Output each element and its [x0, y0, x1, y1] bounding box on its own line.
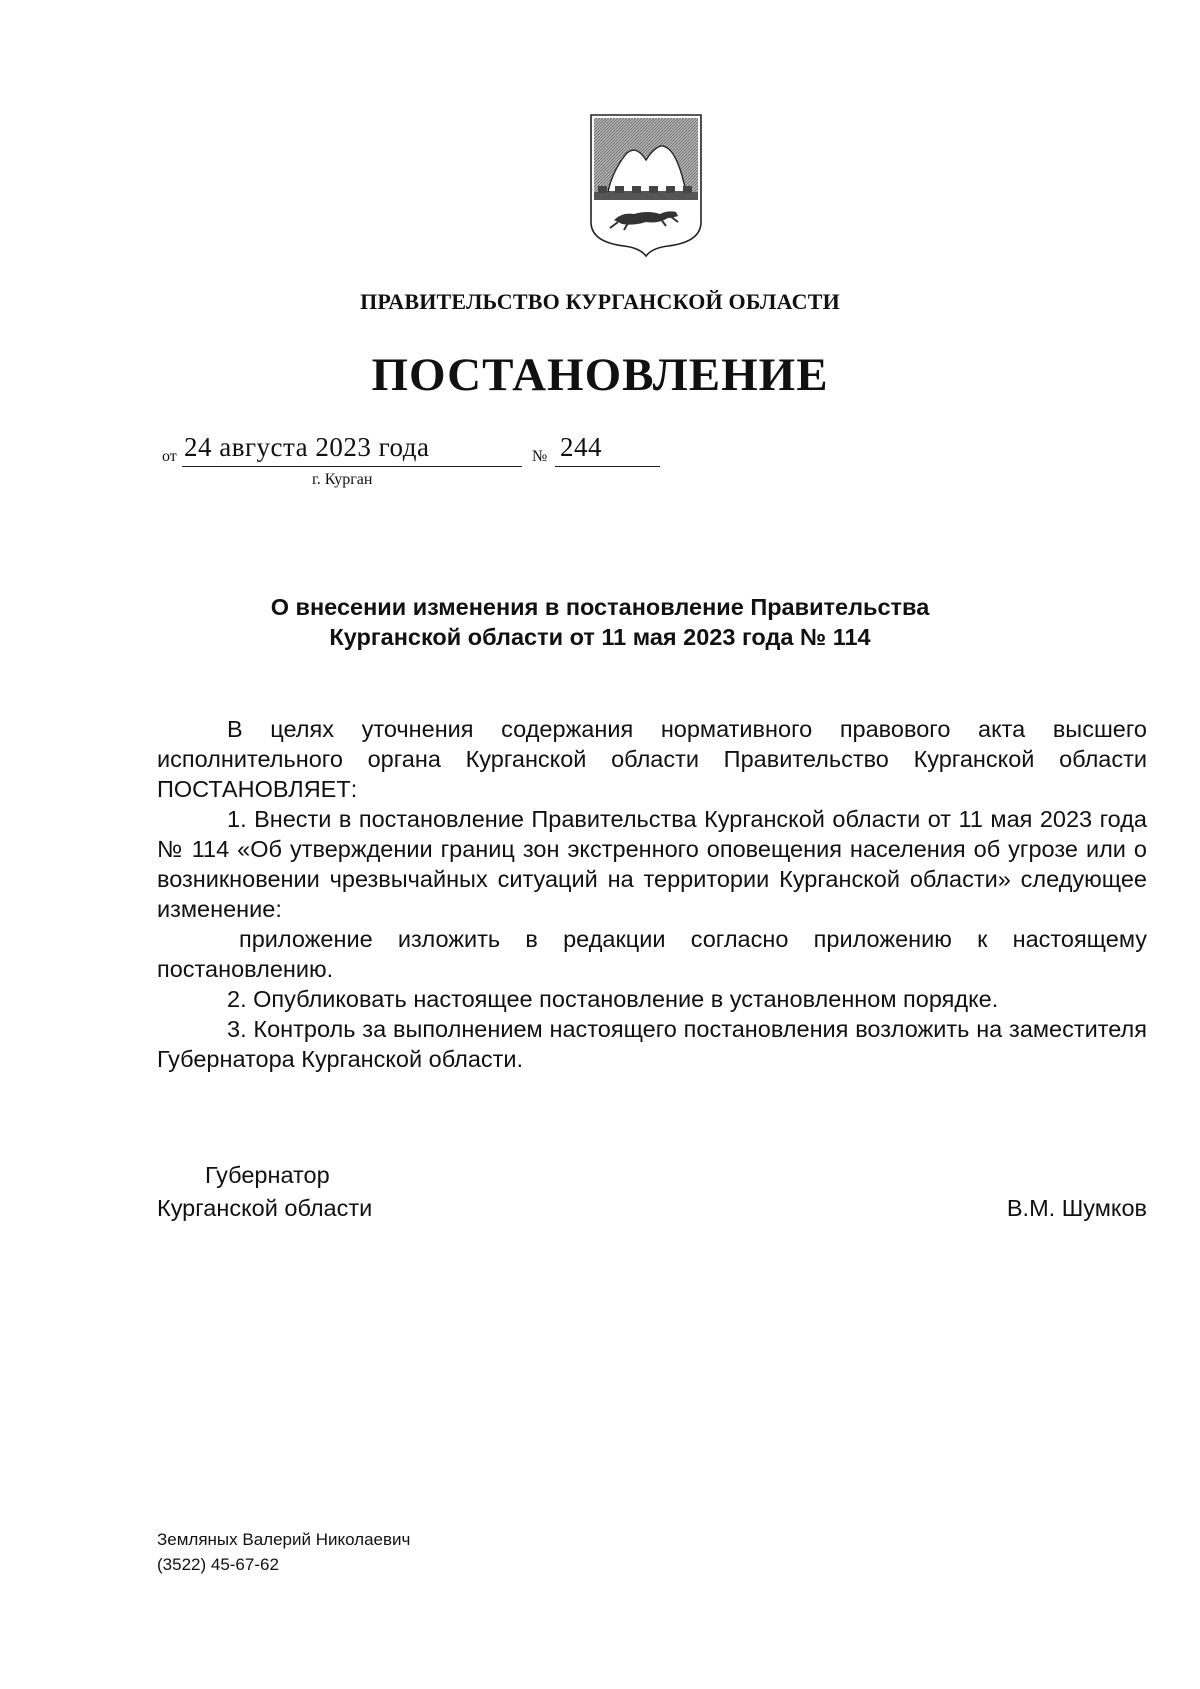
organization-heading: ПРАВИТЕЛЬСТВО КУРГАНСКОЙ ОБЛАСТИ [360, 289, 840, 314]
handwritten-date: 24 августа 2023 года [184, 432, 430, 462]
executor-info [157, 1527, 410, 1577]
handwritten-number: 244 [560, 432, 602, 462]
title-line-2: Курганской области от 11 мая 2023 года № 114 [329, 624, 871, 650]
signatory-name: В.М. Шумков [1006, 1195, 1147, 1221]
executor-name: Земляных Валерий Николаевич [157, 1530, 411, 1549]
date-underline [182, 466, 522, 467]
number-underline [555, 466, 660, 467]
signatory-position [157, 1159, 372, 1225]
item-2-paragraph: 2. Опубликовать настоящее постановление в установленном порядке. [227, 986, 999, 1012]
document-title [200, 592, 1000, 652]
item-1-sub-paragraph: приложение изложить в редакции согласно приложению к настоящему постановлению. [157, 926, 1147, 982]
title-line-1: О внесении изменения в постановление Правительства [270, 594, 930, 620]
executor-phone: (3522) 45-67-62 [157, 1555, 279, 1574]
number-prefix: № [532, 448, 548, 465]
city-label: г. Курган [312, 471, 373, 488]
position-line-2: Курганской области [157, 1195, 373, 1221]
position-line-1: Губернатор [205, 1162, 330, 1188]
item-3-paragraph: 3. Контроль за выполнением настоящего постановления возложить на заместителя Губернатора Курганской области. [157, 1016, 1147, 1072]
preamble-paragraph: В целях уточнения содержания нормативного правового акта высшего исполнительного органа Курганской области Правительство Курганской области ПОСТАНОВЛЯЕТ: [157, 716, 1147, 802]
document-type-heading: ПОСТАНОВЛЕНИЕ [371, 349, 829, 401]
date-prefix: от [162, 448, 177, 465]
coat-of-arms-icon [588, 112, 704, 258]
item-1-paragraph: 1. Внести в постановление Правительства Курганской области от 11 мая 2023 года № 114 «Об утверждении границ зон экстренного оповещения населения об угрозе или о возникновении чрезвычайных ситуаций на территории Курганской области» следующее изменение: [157, 806, 1147, 922]
date-number-line [162, 432, 682, 508]
